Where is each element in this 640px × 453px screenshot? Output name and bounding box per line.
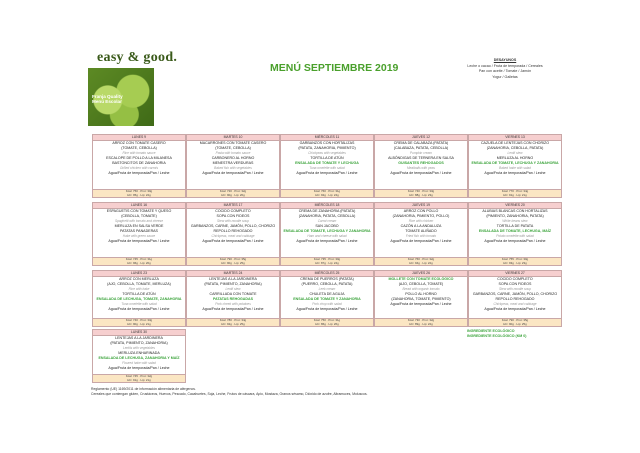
day-header: MARTES 24 <box>187 271 279 277</box>
dish-line: Pasta with tomato sauce <box>215 151 251 156</box>
nutrition-line: HC: 89g · Lip: 22g <box>409 321 433 326</box>
dish-line: Rice with hake <box>128 287 150 292</box>
day-header: MIÉRCOLES 18 <box>281 203 373 209</box>
day-header: LUNES 16 <box>93 203 185 209</box>
nutrition-box <box>375 318 467 326</box>
dish-line: ALUBIAS BLANCAS CON HORTALIZAS <box>482 209 548 213</box>
dish-line: Lentil stew <box>225 287 241 292</box>
dish-line: ARROZ CON TOMATE CASERO <box>112 141 166 145</box>
dish-line: MACARRONES CON TOMATE CASERO <box>199 141 267 145</box>
day-cell <box>374 202 468 266</box>
nutrition-line: Kcal: 770 · Prot: 34g <box>501 189 529 193</box>
day-header: LUNES 23 <box>93 271 185 277</box>
dish-line: Baked fish with vegetables <box>214 166 252 171</box>
dish-line: CREMA DE CALABAZA (PATATA) <box>393 141 449 145</box>
nutrition-line: Kcal: 760 · Prot: 32g <box>407 257 435 261</box>
special-note <box>467 329 527 339</box>
dish-line: ENSALADA DE LECHUGA, ZANAHORIA Y MAÍZ <box>98 356 180 361</box>
dish-line: POLLO AL HORNO <box>405 291 437 296</box>
dish-line: Chickpeas with vegetables <box>308 151 346 156</box>
nutrition-line: HC: 87g · Lip: 24g <box>315 260 339 265</box>
dish-line: Pumpkin cream <box>409 151 433 156</box>
legend-heading: DESAYUNOS <box>493 58 517 62</box>
dish-line: Agua/Fruta de temporada/Pan / Leche <box>390 238 452 243</box>
nutrition-line: Kcal: 755 · Prot: 30g <box>501 257 529 261</box>
dish-ingredients: (ZANAHORIA, PATATA, CEBOLLA) <box>298 214 356 219</box>
dish-line: TOMATE ALIÑADO <box>405 229 437 234</box>
nutrition-line: HC: 90g · Lip: 25g <box>503 321 527 326</box>
nutrition-line: Kcal: 720 · Prot: 32g <box>219 189 247 193</box>
footnote-line: Cereales que contengan gluten, Crustáceos, Huevos, Pescado, Cacahuetes, Soja, Leche, Frutos de cáscara, Apio, Mostaza, Granos sésamo, Dióxido de azufre, Altramuces, Moluscos. <box>91 391 368 396</box>
dish-line: GARBANZOS CON HORTALIZAS <box>299 141 355 145</box>
dish-line: ENSALADA DE LECHUGA, TOMATE, ZANAHORIA <box>96 297 182 302</box>
dish-ingredients: (TOMATE, CEBOLLA) <box>121 146 157 151</box>
dish-line: Agua/Fruta de temporada/Pan / Leche <box>390 170 452 175</box>
nutrition-line: HC: 92g · Lip: 24g <box>315 192 339 197</box>
dish-line: Potato omelette with salad <box>496 234 534 239</box>
photo-caption <box>92 94 123 104</box>
nutrition-line: HC: 90g · Lip: 20g <box>221 192 245 197</box>
dish-line: Spaghetti with tomato and cheese <box>114 219 164 224</box>
dish-line: GARBANZOS, CARNE, JAMÓN, POLLO, CHORIZO <box>190 223 276 228</box>
dish-line: Agua/Fruta de temporada/Pan / Leche <box>202 306 264 311</box>
dish-line: ENSALADA DE TOMATE, LECHUGA Y ZANAHORIA <box>283 229 371 234</box>
dish-line: Ham and cheese with salad <box>307 234 347 239</box>
dish-line: Agua/Fruta de temporada/Pan / Leche <box>202 170 264 175</box>
nutrition-line: Kcal: 735 · Prot: 30g <box>313 257 341 261</box>
dish-line: ARROZ CON MERLUZA <box>119 277 159 281</box>
nutrition-line: HC: 91g · Lip: 21g <box>503 192 527 197</box>
dish-line: CAZUELA DE LENTEJAS CON CHORIZO <box>480 141 550 145</box>
day-cell <box>92 270 186 327</box>
nutrition-line: HC: 86g · Lip: 26g <box>315 321 339 326</box>
day-header: JUEVES 26 <box>375 271 467 277</box>
dish-line: Stew with noodle soup <box>217 219 249 224</box>
legend-line: Yogur / Galletas <box>492 74 518 79</box>
dish-ingredients: (PIMIENTO, ZANAHORIA, PATATA) <box>486 214 544 219</box>
day-cell <box>92 134 186 198</box>
day-cell <box>186 134 280 198</box>
nutrition-box <box>187 189 279 197</box>
dish-line: Agua/Fruta de temporada/Pan / Leche <box>484 306 546 311</box>
dish-line: Rice with chicken <box>408 219 434 224</box>
nutrition-box <box>375 189 467 197</box>
dish-line: Lentils with vegetables <box>122 346 156 351</box>
dish-line: Meatballs with peas <box>407 166 435 171</box>
dish-ingredients: (ZANAHORIA, CEBOLLA, PATATA) <box>486 146 544 151</box>
dish-ingredients: SOPA CON FIDEOS <box>498 282 532 287</box>
day-header: MARTES 17 <box>187 203 279 209</box>
day-cell <box>92 202 186 266</box>
nutrition-line: HC: 94g · Lip: 22g <box>409 260 433 265</box>
nutrition-box <box>281 189 373 197</box>
dish-line: PATATAS PANADERAS <box>120 229 158 234</box>
day-cell <box>92 329 186 383</box>
dish-line: COCIDO COMPLETO <box>215 209 251 213</box>
day-cell <box>280 270 374 327</box>
nutrition-line: HC: 88g · Lip: 23g <box>409 192 433 197</box>
dish-line: ESCALOPE DE POLLO A LA MILANESA <box>106 155 172 160</box>
day-cell <box>468 134 562 198</box>
dish-line: LENTEJAS A LA JARDINERA <box>209 277 257 281</box>
day-cell <box>280 134 374 198</box>
dish-line: Leek cream <box>318 287 336 292</box>
day-header: LUNES 30 <box>93 330 185 336</box>
dish-line: Rice with tomato sauce <box>122 151 156 156</box>
dish-line: Pork chop with salad <box>312 302 342 307</box>
nutrition-line: HC: 90g · Lip: 21g <box>127 321 151 326</box>
nutrition-line: HC: 95g · Lip: 22g <box>127 192 151 197</box>
day-header: MARTES 10 <box>187 135 279 141</box>
dish-ingredients: (CEBOLLA, TOMATE) <box>121 214 157 219</box>
day-cell <box>374 270 468 327</box>
day-header: VIERNES 13 <box>469 135 561 141</box>
day-cell <box>186 202 280 266</box>
nutrition-box <box>281 257 373 265</box>
apples-photo <box>88 68 154 126</box>
allergen-footnotes <box>91 387 551 396</box>
dish-line: Carrot cream <box>317 219 337 224</box>
nutrition-line: HC: 90g · Lip: 25g <box>221 260 245 265</box>
dish-line: MERLUZA EN SALSA VERDE <box>114 223 164 228</box>
dish-line: Tuna omelette with salad <box>309 166 345 171</box>
dish-line: (AJO, CEBOLLA, TOMATE) <box>398 282 444 287</box>
dish-line: Fried fish with tomato <box>405 234 437 239</box>
nutrition-box <box>93 374 185 382</box>
dish-line: ENSALADA DE TOMATE, LECHUGA, MAÍZ <box>478 229 552 234</box>
day-header: VIERNES 27 <box>469 271 561 277</box>
dish-line: Floured hake with salad <box>122 361 156 366</box>
dish-line: Pork cheek with potatoes <box>215 302 251 307</box>
nutrition-box <box>93 257 185 265</box>
day-header: MIÉRCOLES 25 <box>281 271 373 277</box>
dish-line: ALBÓNDIGAS DE TERNERA EN SALSA <box>388 155 454 160</box>
dish-line: GARBANZOS, CARNE, JAMÓN, POLLO, CHORIZO <box>472 291 558 296</box>
dish-ingredients: (CALABAZA, PATATA, CEBOLLA) <box>393 146 449 151</box>
brand-logo: easy & good. <box>97 50 178 65</box>
dish-line: CARRILLADA CON TOMATE <box>209 291 257 296</box>
nutrition-line: HC: 93g · Lip: 23g <box>503 260 527 265</box>
dish-ingredients: SOPA CON FIDEOS <box>216 214 250 219</box>
legend-line: Pan con aceite / Tomate / Jamón <box>478 69 532 74</box>
dish-line: Chickpeas, meat and cabbage <box>211 234 255 239</box>
dish-line: Agua/Fruta de temporada/Pan / Leche <box>484 170 546 175</box>
dish-line: Baked hake with salad <box>499 166 531 171</box>
week-row <box>92 202 564 266</box>
day-header: LUNES 9 <box>93 135 185 141</box>
nutrition-line: Kcal: 790 · Prot: 35g <box>219 257 247 261</box>
dish-line: CARBONERO AL HORNO <box>211 155 255 160</box>
nutrition-line: Kcal: 745 · Prot: 31g <box>125 257 153 261</box>
dish-line: ARROZ CON POLLO <box>403 209 439 213</box>
nutrition-box <box>187 318 279 326</box>
dish-line: MOLLETE CON TOMATE ECOLÓGICO <box>388 277 454 281</box>
dish-line: GUISANTES REHOGADOS <box>398 161 444 166</box>
nutrition-line: HC: 92g · Lip: 25g <box>221 321 245 326</box>
nutrition-line: Kcal: 750 · Prot: 30g <box>125 189 153 193</box>
nutrition-line: Kcal: 745 · Prot: 32g <box>125 374 153 378</box>
dish-ingredients: (PUERRO, CEBOLLA, PATATA) <box>301 282 353 287</box>
dish-ingredients: (PATATA, PIMIENTO, ZANAHORIA) <box>110 341 168 346</box>
dish-ingredients: (ZANAHORIA, PIMIENTO, POLLO) <box>392 214 450 219</box>
dish-line: LENTEJAS A LA JARDINERA <box>115 336 163 340</box>
dish-line: Agua/Fruta de temporada/Pan / Leche <box>108 306 170 311</box>
special-note-line: INGREDIENTE ECOLÓGICO (KM 0) <box>467 334 527 338</box>
nutrition-line: HC: 96g · Lip: 20g <box>127 260 151 265</box>
dish-line: MENESTRA VERDURAS <box>212 161 254 166</box>
dish-line: Hake with green sauce <box>122 234 156 239</box>
dish-line: SAN JACOBO <box>315 223 339 228</box>
dish-ingredients: (PATATA, ZANAHORIA, PIMIENTO) <box>298 146 356 151</box>
dish-line: (ZANAHORIA, TOMATE, PIMIENTO) <box>391 297 451 302</box>
dish-line: Stew with noodle soup <box>499 287 531 292</box>
dish-line: MERLUZA ENHARINADA <box>118 350 160 355</box>
dish-line: Agua/Fruta de temporada/Pan / Leche <box>296 238 358 243</box>
nutrition-line: Kcal: 750 · Prot: 31g <box>313 318 341 322</box>
nutrition-box <box>281 318 373 326</box>
week-row <box>92 270 564 327</box>
footnote-line: Reglamento (UE) 1169/2011 de información alimentaria de alérgenos. <box>91 387 196 391</box>
dish-line: TORTILLA DE PATATA <box>496 223 534 228</box>
week-row <box>92 134 564 198</box>
photo-caption-line: Franja Quality <box>92 94 123 99</box>
nutrition-line: Kcal: 760 · Prot: 31g <box>313 189 341 193</box>
day-header: JUEVES 12 <box>375 135 467 141</box>
nutrition-line: HC: 91g · Lip: 21g <box>127 377 151 382</box>
nutrition-line: Kcal: 730 · Prot: 32g <box>407 318 435 322</box>
dish-ingredients: (AJO, CEBOLLA, TOMATE, MERLUZA) <box>107 282 171 287</box>
dish-line: Grilled chicken with carrots <box>119 166 159 171</box>
dish-line: COCIDO COMPLETO <box>497 277 533 281</box>
day-header: JUEVES 19 <box>375 203 467 209</box>
dish-line: Agua/Fruta de temporada/Pan / Leche <box>108 170 170 175</box>
dish-line: Agua/Fruta de temporada/Pan / Leche <box>108 365 170 370</box>
dish-line: ENSALADA DE TOMATE Y LECHUGA <box>295 161 359 166</box>
dish-line: Agua/Fruta de temporada/Pan / Leche <box>296 306 358 311</box>
dish-line: ENSALADA DE TOMATE, LECHUGA Y ZANAHORIA <box>471 161 559 166</box>
dish-line: ESPAGUETIS CON TOMATE Y QUESO <box>106 209 172 213</box>
nutrition-line: Kcal: 790 · Prot: 35g <box>501 318 529 322</box>
legend-line: Leche o cacao / Fruta de temporada / Cereales <box>467 63 543 68</box>
dish-line: Tuna omelette with salad <box>121 302 157 307</box>
dish-line: Agua/Fruta de temporada/Pan / Leche <box>202 238 264 243</box>
photo-caption-line: Menú Escolar <box>92 99 122 104</box>
day-cell <box>374 134 468 198</box>
nutrition-box <box>93 189 185 197</box>
dish-line: Agua/Fruta de temporada/Pan / Leche <box>108 238 170 243</box>
day-cell <box>468 202 562 266</box>
dish-line: Agua/Fruta de temporada/Pan / Leche <box>484 238 546 243</box>
page-title: MENÚ SEPTIEMBRE 2019 <box>270 62 399 74</box>
dish-ingredients: (TOMATE, CEBOLLA) <box>215 146 251 151</box>
dish-line: CHULETA DE AGUJA <box>309 291 345 296</box>
dish-line: TORTILLA DE ATÚN <box>122 291 156 296</box>
dish-line: REPOLLO REHOGADO <box>495 297 535 302</box>
nutrition-box <box>469 257 561 265</box>
day-header: MIÉRCOLES 11 <box>281 135 373 141</box>
nutrition-box <box>93 318 185 326</box>
dish-line: CAZÓN A LA ANDALUZA <box>400 223 442 228</box>
dish-line: REPOLLO REHOGADO <box>213 229 253 234</box>
dish-line: Lentil stew <box>507 151 523 156</box>
dish-line: BASTONCITOS DE ZANAHORIA <box>112 161 166 166</box>
dish-line: Agua/Fruta de temporada/Pan / Leche <box>390 302 452 307</box>
dish-line: MERLUZA AL HORNO <box>496 155 534 160</box>
dish-line: White beans stew <box>502 219 528 224</box>
nutrition-box <box>469 189 561 197</box>
dish-ingredients: (PATATA, PIMIENTO, ZANAHORIA) <box>204 282 262 287</box>
dish-line: TORTILLA DE ATÚN <box>310 155 344 160</box>
nutrition-line: Kcal: 780 · Prot: 34g <box>219 318 247 322</box>
nutrition-box <box>187 257 279 265</box>
dish-line: Agua/Fruta de temporada/Pan / Leche <box>296 170 358 175</box>
nutrition-line: Kcal: 740 · Prot: 33g <box>407 189 435 193</box>
breakfast-legend <box>450 58 560 80</box>
day-header: VIERNES 20 <box>469 203 561 209</box>
dish-line: Bread with organic tomato <box>402 287 440 292</box>
dish-line: ENSALADA DE TOMATE Y ZANAHORIA <box>293 297 361 302</box>
day-cell <box>280 202 374 266</box>
day-cell <box>468 270 562 327</box>
day-cell <box>186 270 280 327</box>
dish-line: CREMA DE PUERROS (PATATA) <box>300 277 354 281</box>
dish-line: CREMA DE ZANAHORIA (PATATA) <box>298 209 356 213</box>
nutrition-box <box>375 257 467 265</box>
nutrition-line: Kcal: 740 · Prot: 33g <box>125 318 153 322</box>
special-note-line: INGREDIENTE ECOLÓGICO <box>467 329 515 333</box>
dish-line: PATATAS REHOGADAS <box>213 297 253 302</box>
dish-line: Chickpeas, meat and cabbage <box>493 302 537 307</box>
nutrition-box <box>469 318 561 326</box>
